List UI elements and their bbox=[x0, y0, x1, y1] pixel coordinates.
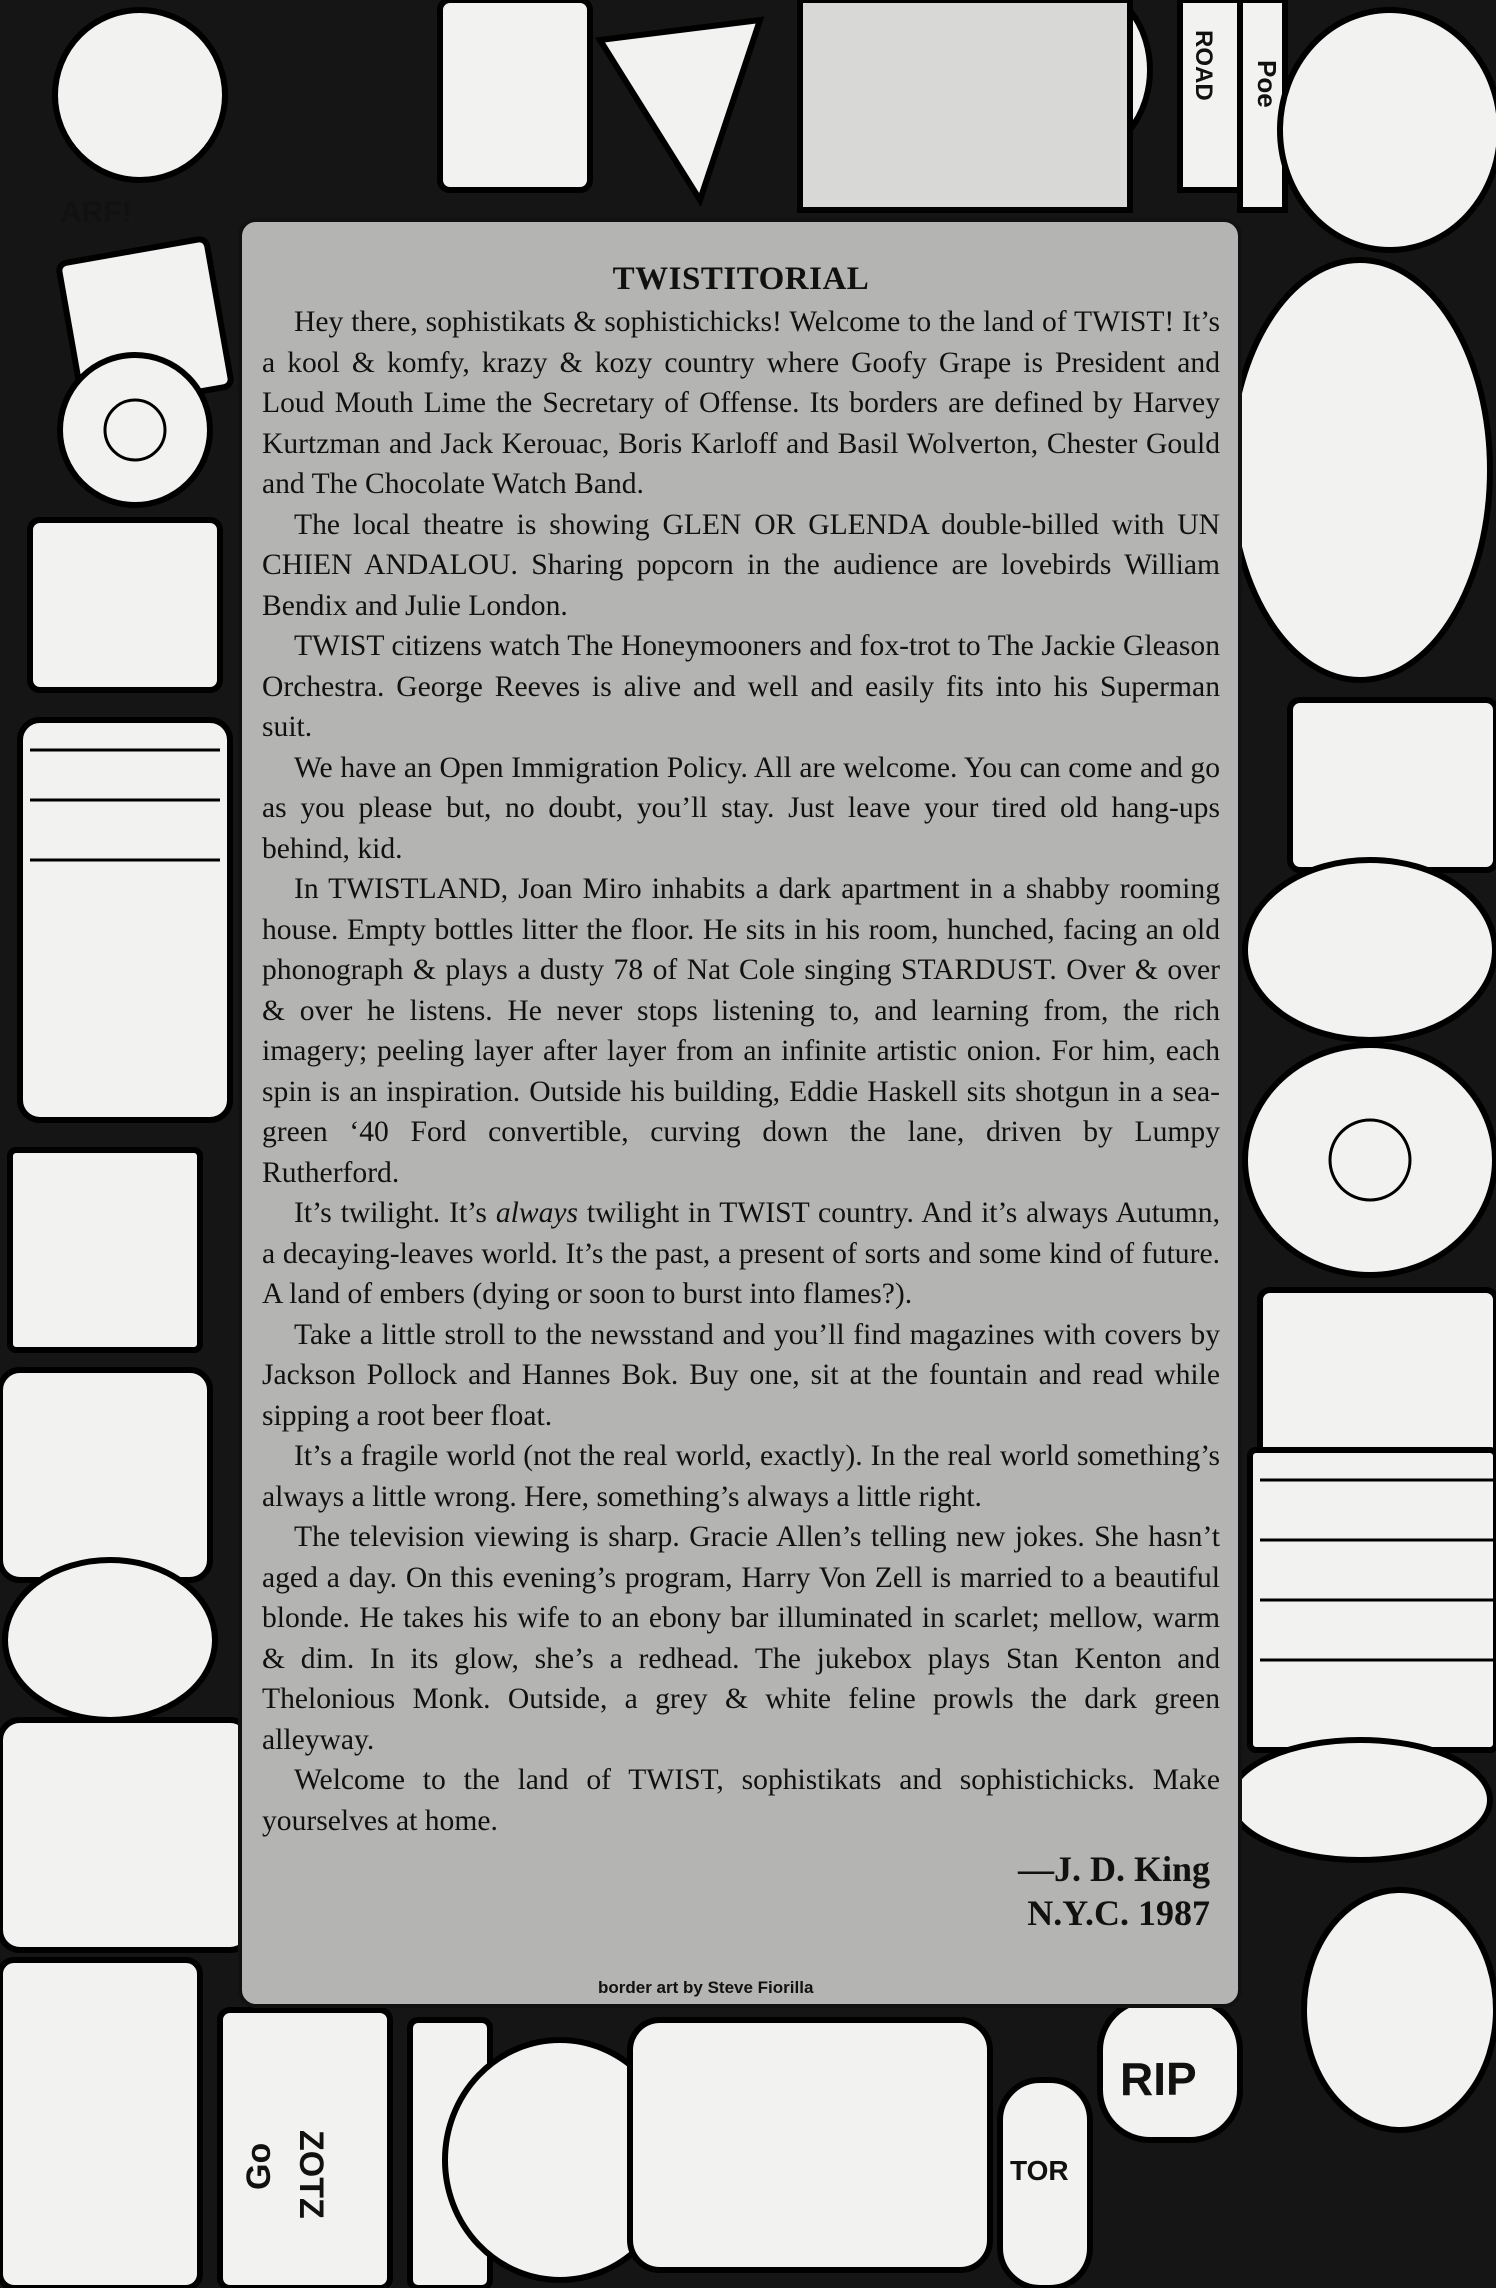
zotz-label: ZOTZ bbox=[292, 2130, 330, 2219]
trash-can-icon bbox=[0, 1960, 200, 2288]
signature-block bbox=[262, 1847, 1220, 1935]
place-date: N.Y.C. 1987 bbox=[1027, 1893, 1210, 1933]
clown-face-icon bbox=[55, 10, 225, 180]
paragraph: It’s a fragile world (not the real world, exactly). In the real world something’s always a little wrong. Here, something’s always a little right. bbox=[262, 1440, 1220, 1513]
arf-label: ARF! bbox=[60, 196, 132, 229]
tentacle-monster-icon bbox=[1304, 1890, 1496, 2130]
article bbox=[262, 258, 1220, 1935]
record-player-icon bbox=[1260, 1290, 1496, 1460]
flying-saucer-icon bbox=[1230, 1740, 1490, 1860]
paragraph: The television viewing is sharp. Gracie Allen’s telling new jokes. She hasn’t aged a day. On this evening’s program, Harry Von Zell is married to a beautiful blonde. He takes his wife to an ebony bar illuminated in scarlet; mellow, warm & dim. In its glow, she’s a redhead. The jukebox plays Stan Kenton and Thelonious Monk. Outside, a grey & white feline prowls the dark green alleyway. bbox=[262, 1521, 1220, 1756]
monster-head-icon bbox=[1280, 10, 1496, 250]
alarm-clock-icon bbox=[1245, 1045, 1495, 1275]
rip-label: RIP bbox=[1120, 2053, 1197, 2105]
paragraph: Take a little stroll to the newsstand and you’ll find magazines with covers by Jackson Pollock and Hannes Bok. Buy one, sit at the fountain and read while sipping a root beer float. bbox=[262, 1318, 1220, 1432]
grinning-face-icon bbox=[0, 1720, 250, 1950]
emphasis-text: always bbox=[495, 1197, 579, 1229]
big-mouth-monster-icon bbox=[1230, 260, 1490, 680]
road-spine-label: ROAD bbox=[1190, 30, 1217, 101]
tiki-totem-icon bbox=[20, 720, 230, 1120]
border-art-credit: border art by Steve Fiorilla bbox=[598, 1978, 814, 1997]
paragraph: Hey there, sophistikats & sophistichicks! Welcome to the land of TWIST! It’s a kool & komfy, krazy & kozy country where Goofy Grape is President and Loud Mouth Lime the Secretary of Offense. Its borders are defined by Harvey Kurtzman and Jack Kerouac, Boris Karloff and Basil Wolverton, Chester Gould and The Chocolate Watch Band. bbox=[262, 306, 1220, 500]
eyeball-icon bbox=[60, 355, 210, 505]
paragraph: In TWISTLAND, Joan Miro inhabits a dark apartment in a shabby rooming house. Empty bottles litter the floor. He sits in his room, hunched, facing an old phonograph & plays a dusty 78 of Nat Cole singing STARDUST. Over & over & over he listens. He never stops listening to, and learning from, the rich imagery; peeling layer after layer from an infinite artistic onion. For him, each spin is an inspiration. Outside his building, Eddie Haskell sits shotgun in a sea-green ‘40 Ford convertible, curving down the lane, driven by Lumpy Rutherford. bbox=[262, 873, 1220, 1189]
paragraph: Welcome to the land of TWIST, sophistikats and sophistichicks. Make yourselves at home. bbox=[262, 1764, 1220, 1837]
article-title: TWISTITORIAL bbox=[612, 261, 870, 297]
paragraph bbox=[262, 1193, 1220, 1315]
author-signature: —J. D. King bbox=[1017, 1849, 1210, 1889]
paragraph: TWIST citizens watch The Honeymooners and fox-trot to The Jackie Gleason Orchestra. George Reeves is alive and well and easily fits into his Superman suit. bbox=[262, 630, 1220, 743]
paragraph-text: It’s twilight. It’s bbox=[294, 1197, 496, 1229]
speech-bubble-icon bbox=[1245, 860, 1495, 1040]
paragraph-text: twilight in TWIST country. And it’s always Autumn, a decaying-leaves world. It’s the past, a present of sorts and some kind of future. A land of embers (dying or soon to burst into flames?). bbox=[262, 1197, 1220, 1310]
tv-set-icon bbox=[0, 1370, 210, 1580]
portrait-frame-icon bbox=[10, 1150, 200, 1350]
crypt-building-icon bbox=[630, 2020, 990, 2270]
go-label: Go bbox=[240, 2142, 278, 2190]
tor-label: TOR bbox=[1010, 2155, 1069, 2186]
poe-spine-label: Poe bbox=[1252, 60, 1282, 108]
paragraph: The local theatre is showing GLEN OR GLENDA double-billed with UN CHIEN ANDALOU. Sharing popcorn in the audience are lovebirds William Bendix and Julie London. bbox=[262, 508, 1220, 622]
splat-box-icon bbox=[30, 520, 220, 690]
paragraph: We have an Open Immigration Policy. All are welcome. You can come and go as you please but, no doubt, you’ll stay. Just leave your tired old hang-ups behind, kid. bbox=[262, 751, 1220, 865]
